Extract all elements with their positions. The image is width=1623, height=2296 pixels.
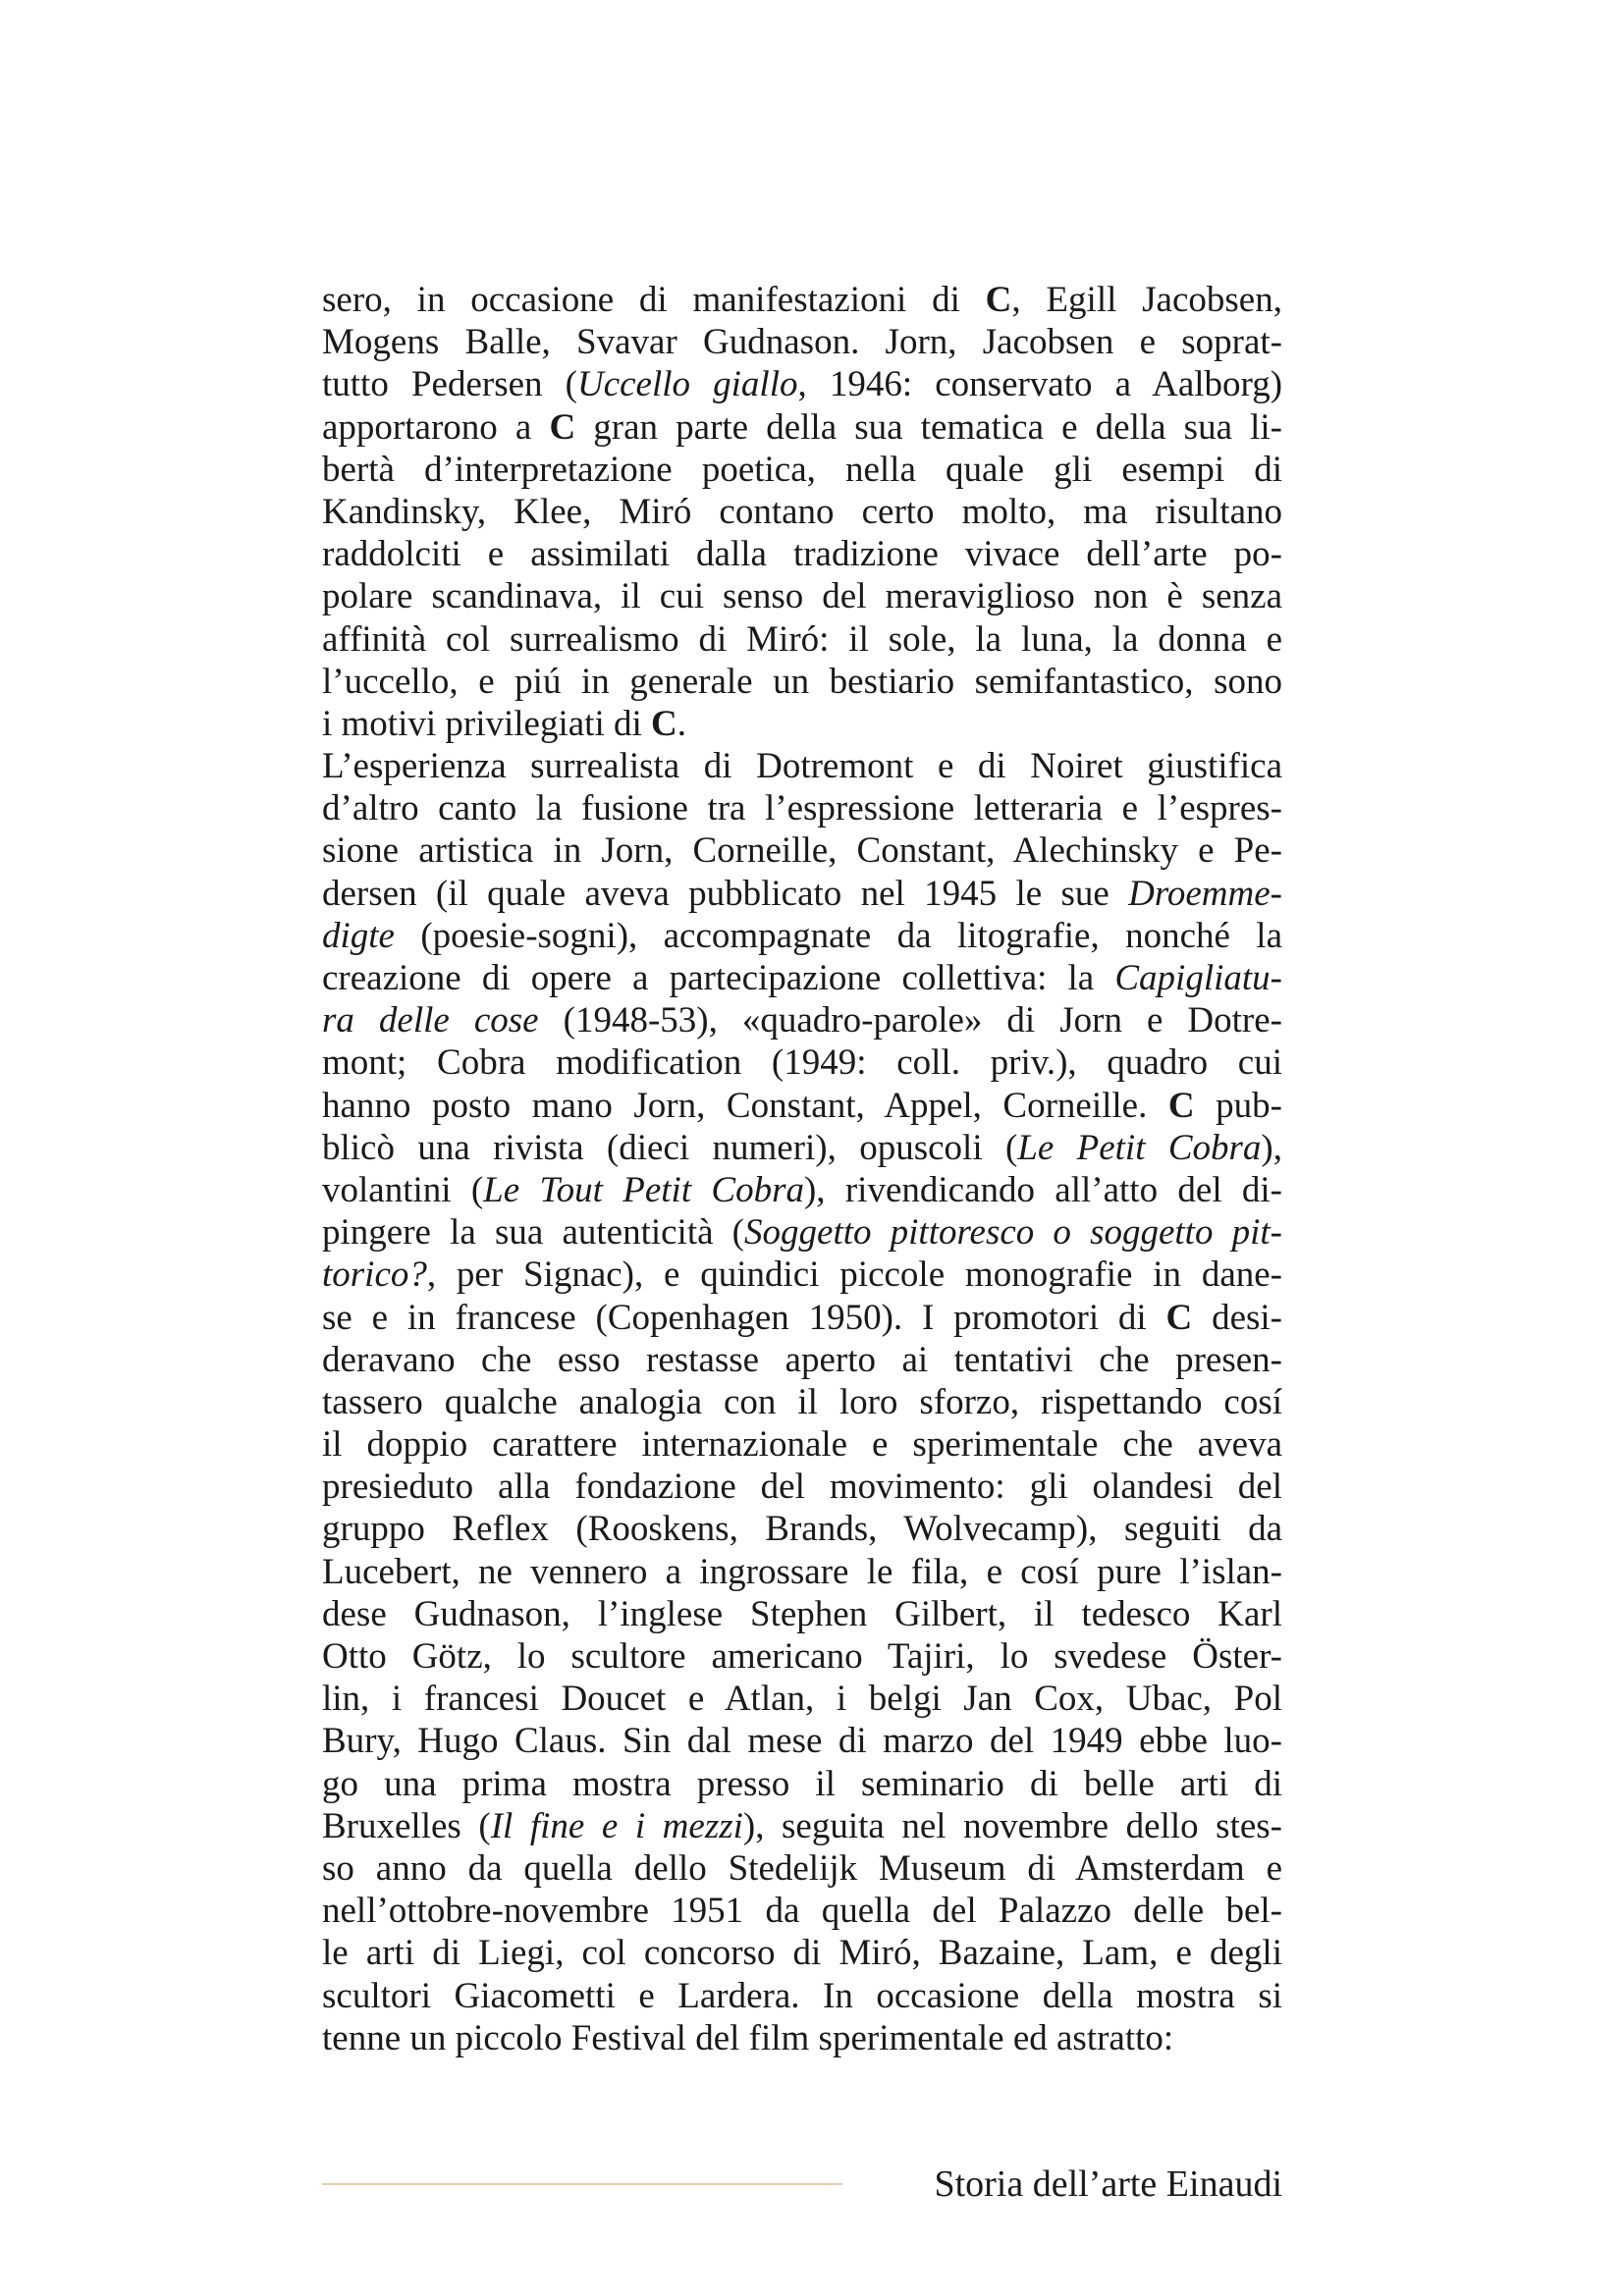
text-run: pingere la sua autenticità ( bbox=[322, 1212, 745, 1254]
text-line bbox=[322, 575, 1282, 617]
italic-title: Droemme- bbox=[1128, 873, 1282, 914]
text-run: mont; Cobra modification (1949: coll. priv.), quadro cui bbox=[322, 1042, 1282, 1084]
text-run: l’uccello, e piú in generale un bestiario semifantastico, sono bbox=[322, 661, 1282, 702]
text-run: il doppio carattere internazionale e sperimentale che aveva bbox=[322, 1424, 1282, 1466]
text-line bbox=[322, 279, 1282, 321]
text-line bbox=[322, 1551, 1282, 1593]
bold-abbreviation: C bbox=[1165, 1297, 1193, 1338]
text-run: (1948-53), «quadro-parole» di Jorn e Dotre- bbox=[538, 1000, 1282, 1041]
text-line bbox=[322, 1339, 1282, 1381]
text-run: apportarono a bbox=[322, 406, 550, 448]
italic-title: Capigliatu- bbox=[1114, 958, 1282, 998]
text-line bbox=[322, 1254, 1282, 1296]
text-run: creazione di opere a partecipazione collettiva: la bbox=[322, 958, 1115, 998]
text-run: (poesie-sogni), accompagnate da litografie, nonché la bbox=[394, 915, 1282, 956]
text-run: dersen (il quale aveva pubblicato nel 1945 le sue bbox=[322, 873, 1129, 914]
text-line bbox=[322, 1932, 1282, 1974]
italic-title: Le Petit Cobra bbox=[1017, 1127, 1262, 1168]
text-line bbox=[322, 1297, 1282, 1339]
text-line bbox=[322, 406, 1282, 449]
italic-title: Le Tout Petit Cobra bbox=[483, 1169, 804, 1210]
italic-title: Soggetto pittoresco o soggetto pit- bbox=[744, 1212, 1282, 1254]
text-run: L’esperienza surrealista di Dotremont e di Noiret giustifica bbox=[322, 746, 1282, 787]
text-run: hanno posto mano Jorn, Constant, Appel, Corneille. bbox=[322, 1085, 1168, 1126]
text-run: Bury, Hugo Claus. Sin dal mese di marzo del 1949 ebbe luo- bbox=[322, 1721, 1282, 1762]
italic-title: Uccello giallo bbox=[576, 364, 798, 405]
text-run: Otto Götz, lo scultore americano Tajiri, lo svedese Öster- bbox=[322, 1636, 1282, 1677]
text-line bbox=[322, 873, 1282, 915]
text-run: Bruxelles ( bbox=[322, 1805, 491, 1846]
text-run: Lucebert, ne vennero a ingrossare le fila, e cosí pure l’islan- bbox=[322, 1551, 1282, 1592]
italic-title: torico? bbox=[322, 1255, 427, 1296]
text-run: desi- bbox=[1192, 1297, 1282, 1338]
text-line bbox=[322, 1423, 1282, 1466]
text-run: gruppo Reflex (Rooskens, Brands, Wolvecamp), seguiti da bbox=[322, 1509, 1282, 1550]
text-line bbox=[322, 2017, 1282, 2059]
text-run: ), seguita nel novembre dello stes- bbox=[742, 1805, 1282, 1846]
text-run: Mogens Balle, Svavar Gudnason. Jorn, Jacobsen e soprat- bbox=[322, 322, 1282, 363]
text-line bbox=[322, 491, 1282, 533]
text-line bbox=[322, 1890, 1282, 1932]
text-line bbox=[322, 1847, 1282, 1890]
bold-abbreviation: C bbox=[549, 406, 576, 448]
text-run: , 1946: conservato a Aalborg) bbox=[797, 364, 1283, 405]
text-run: , per Signac), e quindici piccole monografie in dane- bbox=[426, 1255, 1282, 1296]
text-line bbox=[322, 1085, 1282, 1127]
bold-abbreviation: C bbox=[985, 280, 1012, 320]
text-run: d’altro canto la fusione tra l’espressione letteraria e l’espres- bbox=[322, 788, 1282, 829]
text-run: sione artistica in Jorn, Corneille, Constant, Alechinsky e Pe- bbox=[322, 830, 1282, 872]
text-line bbox=[322, 1678, 1282, 1720]
text-run: dese Gudnason, l’inglese Stephen Gilbert, il tedesco Karl bbox=[322, 1593, 1282, 1634]
text-run: pub- bbox=[1194, 1085, 1282, 1126]
text-line bbox=[322, 1169, 1282, 1211]
text-run: affinità col surrealismo di Miró: il sole, la luna, la donna e bbox=[322, 618, 1282, 660]
text-run: Kandinsky, Klee, Miró contano certo molto, ma risultano bbox=[322, 491, 1282, 532]
text-line bbox=[322, 787, 1282, 829]
text-line bbox=[322, 363, 1282, 405]
text-run: ), bbox=[1261, 1127, 1282, 1168]
page-footer bbox=[322, 2160, 1282, 2209]
text-run: presieduto alla fondazione del movimento: gli olandesi del bbox=[322, 1467, 1282, 1508]
text-line bbox=[322, 703, 1282, 745]
text-line bbox=[322, 1466, 1282, 1508]
text-run: . bbox=[676, 703, 687, 744]
text-line bbox=[322, 449, 1282, 491]
text-line bbox=[322, 1211, 1282, 1254]
body-text bbox=[322, 279, 1282, 2059]
text-run: so anno da quella dello Stedelijk Museum di Amsterdam e bbox=[322, 1847, 1282, 1889]
text-run: se e in francese (Copenhagen 1950). I promotori di bbox=[322, 1297, 1166, 1338]
text-run: deravano che esso restasse aperto ai tentativi che presen- bbox=[322, 1339, 1282, 1380]
text-line bbox=[322, 1720, 1282, 1762]
text-line bbox=[322, 745, 1282, 787]
text-line bbox=[322, 1805, 1282, 1847]
text-line bbox=[322, 1635, 1282, 1678]
text-run: lin, i francesi Doucet e Atlan, i belgi Jan Cox, Ubac, Pol bbox=[322, 1679, 1282, 1720]
text-run: raddolciti e assimilati dalla tradizione vivace dell’arte po- bbox=[322, 534, 1282, 575]
text-run: tassero qualche analogia con il loro sforzo, rispettando cosí bbox=[322, 1381, 1282, 1422]
text-run: tenne un piccolo Festival del film sperimentale ed astratto: bbox=[322, 2017, 1174, 2058]
text-line bbox=[322, 533, 1282, 575]
text-run: , Egill Jacobsen, bbox=[1011, 280, 1282, 320]
text-run: polare scandinava, il cui senso del meraviglioso non è senza bbox=[322, 576, 1282, 617]
text-run: nell’ottobre-novembre 1951 da quella del Palazzo delle bel- bbox=[322, 1891, 1282, 1932]
italic-title: ra delle cose bbox=[322, 1000, 539, 1041]
text-run: le arti di Liegi, col concorso di Miró, Bazaine, Lam, e degli bbox=[322, 1933, 1282, 1974]
text-line bbox=[322, 829, 1282, 872]
italic-title: Il fine e i mezzi bbox=[490, 1805, 743, 1846]
text-line bbox=[322, 915, 1282, 957]
text-run: go una prima mostra presso il seminario di belle arti di bbox=[322, 1763, 1282, 1804]
footer-publisher-label: Storia dell’arte Einaudi bbox=[934, 2163, 1282, 2205]
text-run: bertà d’interpretazione poetica, nella quale gli esempi di bbox=[322, 449, 1282, 490]
text-run: scultori Giacometti e Lardera. In occasione della mostra si bbox=[322, 1975, 1282, 2016]
text-run: tutto Pedersen ( bbox=[322, 364, 577, 405]
text-run: i motivi privilegiati di bbox=[322, 703, 652, 744]
text-run: ), rivendicando all’atto del di- bbox=[803, 1169, 1282, 1210]
text-line bbox=[322, 999, 1282, 1041]
text-line bbox=[322, 1508, 1282, 1550]
text-line bbox=[322, 1975, 1282, 2017]
text-line bbox=[322, 618, 1282, 661]
text-line bbox=[322, 1381, 1282, 1423]
text-line bbox=[322, 1041, 1282, 1084]
bold-abbreviation: C bbox=[651, 703, 677, 744]
footer-rule bbox=[322, 2183, 842, 2185]
text-line bbox=[322, 321, 1282, 363]
italic-title: digte bbox=[322, 915, 395, 956]
text-line bbox=[322, 1593, 1282, 1635]
text-run: sero, in occasione di manifestazioni di bbox=[322, 280, 986, 320]
text-line bbox=[322, 661, 1282, 703]
text-run: gran parte della sua tematica e della sua li- bbox=[575, 406, 1282, 448]
bold-abbreviation: C bbox=[1167, 1085, 1195, 1126]
text-run: blicò una rivista (dieci numeri), opuscoli ( bbox=[322, 1127, 1018, 1168]
text-run: volantini ( bbox=[322, 1169, 484, 1210]
text-line bbox=[322, 1127, 1282, 1169]
text-line bbox=[322, 957, 1282, 999]
text-line bbox=[322, 1763, 1282, 1805]
